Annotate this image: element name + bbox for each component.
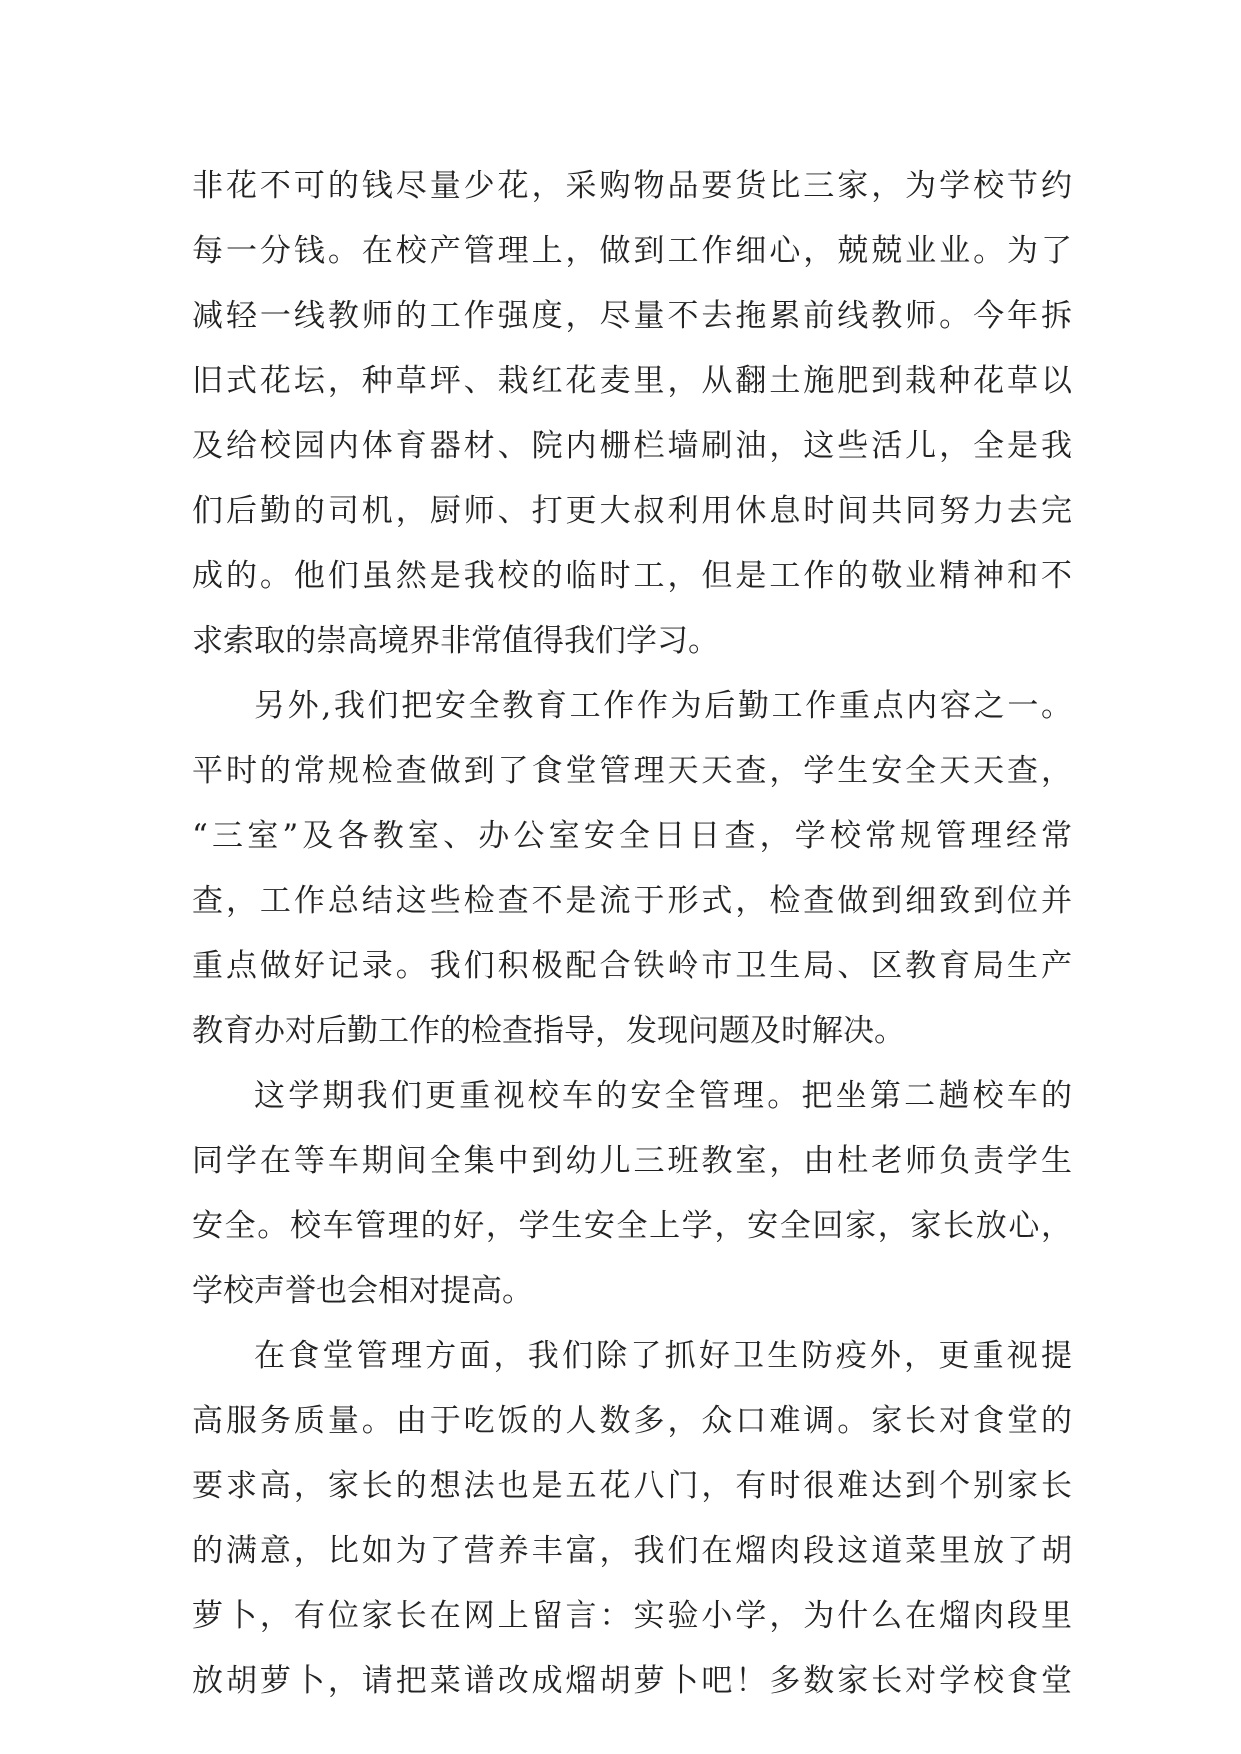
text-line: 重点做好记录。我们积极配合铁岭市卫生局、区教育局生产 xyxy=(192,948,1072,984)
text-line: 的满意，比如为了营养丰富，我们在熘肉段这道菜里放了胡 xyxy=(192,1533,1072,1569)
text-line: 这学期我们更重视校车的安全管理。把坐第二趟校车的 xyxy=(254,1078,1072,1114)
text-line: 旧式花坛，种草坪、栽红花麦里，从翻土施肥到栽种花草以 xyxy=(192,363,1072,399)
text-line: 放胡萝卜，请把菜谱改成熘胡萝卜吧！多数家长对学校食堂 xyxy=(192,1663,1072,1699)
text-line: 查，工作总结这些检查不是流于形式，检查做到细致到位并 xyxy=(192,883,1072,919)
text-line: 安全。校车管理的好，学生安全上学，安全回家，家长放心， xyxy=(192,1208,1072,1244)
text-line: 教育办对后勤工作的检查指导，发现问题及时解决。 xyxy=(192,1013,905,1049)
text-line: 在食堂管理方面，我们除了抓好卫生防疫外，更重视提 xyxy=(254,1338,1072,1374)
body-text xyxy=(192,154,1072,1714)
text-line: 平时的常规检查做到了食堂管理天天查，学生安全天天查， xyxy=(192,753,1072,789)
text-line: 另外,我们把安全教育工作作为后勤工作重点内容之一。 xyxy=(254,688,1072,724)
text-line: 每一分钱。在校产管理上，做到工作细心，兢兢业业。为了 xyxy=(192,233,1072,269)
text-line: 求索取的崇高境界非常值得我们学习。 xyxy=(192,623,719,659)
text-line: 减轻一线教师的工作强度，尽量不去拖累前线教师。今年拆 xyxy=(192,298,1072,334)
paragraph-4 xyxy=(192,1324,1072,1714)
text-line: 要求高，家长的想法也是五花八门，有时很难达到个别家长 xyxy=(192,1468,1072,1504)
text-line: 非花不可的钱尽量少花，采购物品要货比三家，为学校节约 xyxy=(192,168,1072,204)
text-line: 成的。他们虽然是我校的临时工，但是工作的敬业精神和不 xyxy=(192,558,1072,594)
paragraph-3 xyxy=(192,1064,1072,1324)
text-line: 同学在等车期间全集中到幼儿三班教室，由杜老师负责学生 xyxy=(192,1143,1072,1179)
text-line: 及给校园内体育器材、院内栅栏墙刷油，这些活儿，全是我 xyxy=(192,428,1072,464)
text-line: 学校声誉也会相对提高。 xyxy=(192,1273,533,1309)
text-line: “三室”及各教室、办公室安全日日查，学校常规管理经常 xyxy=(192,818,1072,854)
text-line: 萝卜，有位家长在网上留言：实验小学，为什么在熘肉段里 xyxy=(192,1598,1072,1634)
text-line: 们后勤的司机，厨师、打更大叔利用休息时间共同努力去完 xyxy=(192,493,1072,529)
paragraph-1 xyxy=(192,154,1072,674)
text-line: 高服务质量。由于吃饭的人数多，众口难调。家长对食堂的 xyxy=(192,1403,1072,1439)
paragraph-2 xyxy=(192,674,1072,1064)
